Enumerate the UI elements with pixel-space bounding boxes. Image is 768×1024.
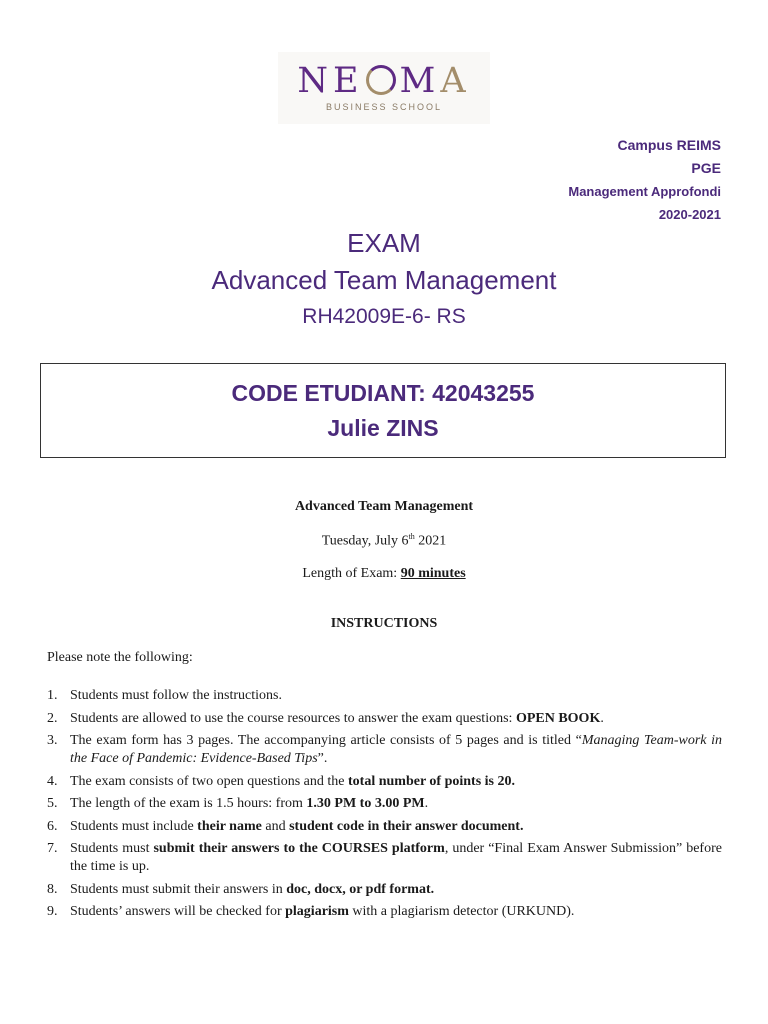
neoma-logo	[278, 52, 490, 124]
course-code: RH42009E-6- RS	[302, 305, 466, 328]
logo-subtitle: BUSINESS SCHOOL	[325, 102, 443, 112]
instructions-list	[47, 687, 722, 926]
logo-o-ring-icon	[366, 65, 396, 95]
note-text: Please note the following:	[47, 650, 193, 665]
list-item: 5. The length of the exam is 1.5 hours: from 1.30 PM to 3.00 PM.	[47, 796, 429, 811]
list-item: 2. Students are allowed to use the course resources to answer the exam questions: OPEN BOOK.	[47, 710, 604, 726]
instructions-heading: INSTRUCTIONS	[330, 616, 438, 631]
list-item: 1. Students must follow the instructions.	[47, 688, 282, 703]
exam-length: Length of Exam: 90 minutes	[302, 566, 466, 581]
student-name: Julie ZINS	[327, 415, 439, 441]
program: PGE	[691, 160, 721, 176]
course-title: Advanced Team Management	[211, 265, 557, 295]
exam-date: Tuesday, July 6th 2021	[321, 532, 447, 549]
list-item: 4. The exam consists of two open questions and the total number of points is 20.	[47, 773, 515, 789]
list-item: 8. Students must submit their answers in doc, docx, or pdf format.	[47, 881, 435, 897]
student-code-box	[40, 363, 726, 458]
course-name: Advanced Team Management	[294, 499, 474, 514]
logo-wordmark	[278, 61, 490, 101]
list-item: 9. Students’ answers will be checked for plagiarism with a plagiarism detector (URKUND).	[47, 904, 575, 919]
list-item: 3. The exam form has 3 pages. The accompanying article consists of 5 pages and is titled “Managing Team-work in the Face of Pandemic: Evidence-Based Tips”.	[47, 733, 722, 766]
logo-text-m: M	[399, 61, 441, 101]
list-item: 7. Students must submit their answers to the COURSES platform, under “Final Exam Answer Submission” before the time is up.	[47, 841, 722, 874]
track: Management Approfondi	[568, 184, 721, 199]
logo-text-a: A	[440, 61, 471, 101]
student-code: CODE ETUDIANT: 42043255	[231, 380, 535, 406]
logo-text-start: NE	[297, 61, 364, 101]
exam-heading: EXAM	[347, 228, 421, 258]
campus: Campus REIMS	[617, 137, 721, 153]
academic-year: 2020-2021	[658, 207, 721, 222]
list-item: 6. Students must include their name and student code in their answer document.	[47, 818, 524, 834]
campus-info	[568, 134, 721, 226]
